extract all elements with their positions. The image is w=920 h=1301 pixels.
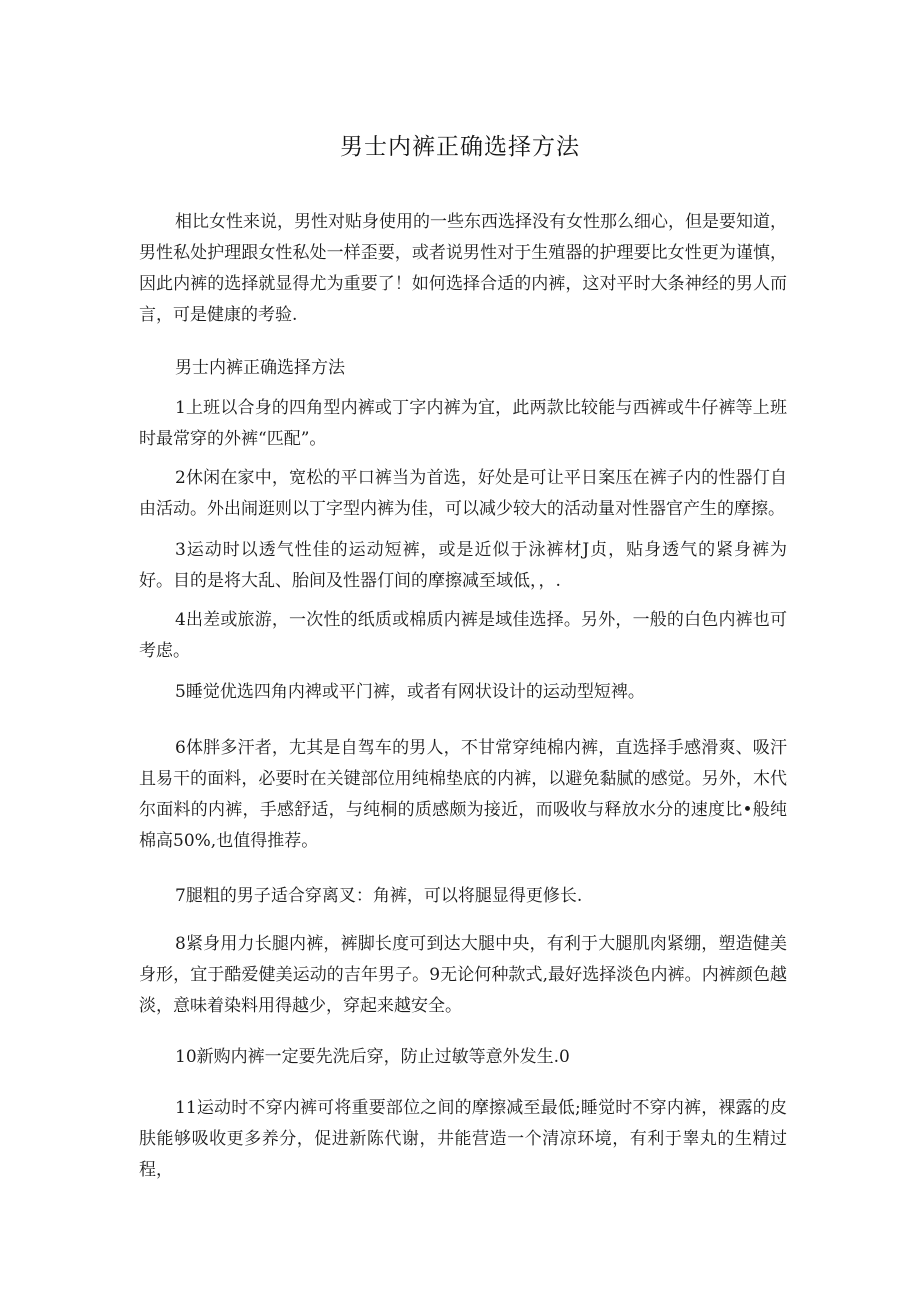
tip-paragraph-1: 1上班以合身的四角型内裤或丁字内裤为宜，此两款比较能与西裤或牛仔裤等上班时最常穿的外裤“匹配”。 [139, 398, 787, 449]
section-heading: 男士内裤正确选择方法 [175, 358, 345, 378]
document-title: 男士内裤正确选择方法 [340, 134, 580, 160]
tip-paragraph-3: 3运动时以透气性佳的运动短裤，或是近似于泳裤材J贞，贴身透气的紧身裤为好。目的是将大乱、胎间及性器仃间的摩擦减至域低，，. [139, 540, 787, 591]
tip-paragraph-8-9: 8紧身用力长腿内裤，裤脚长度可到达大腿中央，有利于大腿肌肉紧绷，塑造健美身形，宜于酷爱健美运动的吉年男子。9无论何种款式,最好选择淡色内裤。内裤颜色越淡，意味着染料用得越少，穿起来越安全。 [139, 934, 787, 1016]
tip-paragraph-10: 10新购内裤一定要先洗后穿，防止过敏等意外发生.0 [175, 1047, 570, 1067]
tip-paragraph-11: 11运动时不穿内裤可将重要部位之间的摩擦减至最低;睡觉时不穿内裤，裸露的皮肤能够吸收更多养分，促进新陈代谢，井能营造一个清凉环境，有利于睾丸的生精过程， [139, 1098, 787, 1180]
intro-paragraph: 相比女性来说，男性对贴身使用的一些东西选择没有女性那么细心，但是要知道，男性私处护理跟女性私处一样歪要，或者说男性对于生殖器的护理要比女性更为谨慎，因此内裤的选择就显得尤为重要了！如何选择合适的内裤，这对平时大条神经的男人而言，可是健康的考验. [139, 212, 787, 325]
tip-paragraph-2: 2休闲在家中，宽松的平口裤当为首选，好处是可让平日案压在裤子内的性器仃自由活动。外出闹逛则以丁字型内裤为佳，可以减少较大的活动量对性器官产生的摩擦。 [139, 468, 787, 519]
tip-paragraph-7: 7腿粗的男子适合穿离叉：角裤，可以将腿显得更修长. [175, 886, 583, 906]
tip-paragraph-6: 6体胖多汗者，尢其是自驾车的男人，不甘常穿纯棉内裤，直选择手感滑爽、吸汗且易干的面料，必要时在关键部位用纯棉垫底的内裤，以避免黏腻的感觉。另外，木代尔面料的内裤，手感舒适，与纯桐的质感颇为接近，而吸收与释放水分的速度比•般纯棉高50%,也值得推荐。 [139, 738, 787, 851]
tip-paragraph-5: 5睡觉优选四角内裨或平门裤，或者有网状设计的运动型短裨。 [175, 682, 645, 702]
tip-paragraph-4: 4出差或旅游，一次性的纸质或棉质内裤是域佳选择。另外，一般的白色内裤也可考虑。 [139, 610, 787, 661]
